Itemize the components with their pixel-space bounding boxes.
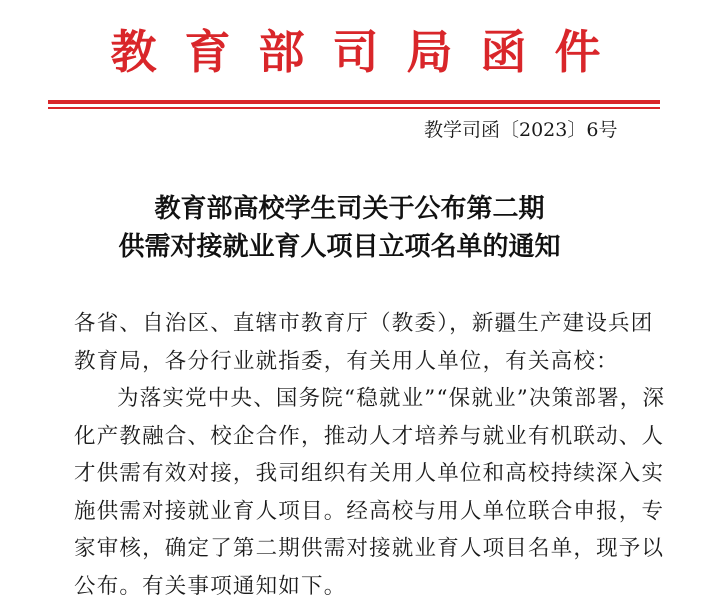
document-heading-line-1: 教育部高校学生司关于公布第二期 bbox=[154, 194, 545, 224]
body-line: 化产教融合、校企合作，推动人才培养与就业有机联动、人 bbox=[74, 423, 665, 449]
body-line: 家审核，确定了第二期供需对接就业育人项目名单，现予以 bbox=[74, 536, 665, 561]
body-line-salutation-1: 各省、自治区、直辖市教育厅（教委），新疆生产建设兵团 bbox=[74, 311, 654, 336]
body-line: 施供需对接就业育人项目。经高校与用人单位联合申报，专 bbox=[74, 498, 665, 524]
letterhead-thick-rule bbox=[48, 100, 660, 104]
document-heading bbox=[0, 190, 725, 266]
body-line-paragraph-start: 为落实党中央、国务院“稳就业”“保就业”决策部署，深 bbox=[117, 386, 666, 411]
document-number: 教学司函〔2023〕6号 bbox=[424, 119, 618, 141]
document-body bbox=[74, 305, 694, 605]
body-line: 公布。有关事项通知如下。 bbox=[74, 573, 347, 599]
letterhead-title: 教育部司局函件 bbox=[110, 25, 629, 79]
body-line-salutation-2: 教育局，各分行业就指委，有关用人单位，有关高校： bbox=[74, 348, 619, 374]
document-heading-line-2: 供需对接就业育人项目立项名单的通知 bbox=[118, 232, 561, 262]
body-line: 才供需有效对接，我司组织有关用人单位和高校持续深入实 bbox=[74, 461, 665, 486]
letterhead-thin-rule bbox=[48, 107, 660, 109]
